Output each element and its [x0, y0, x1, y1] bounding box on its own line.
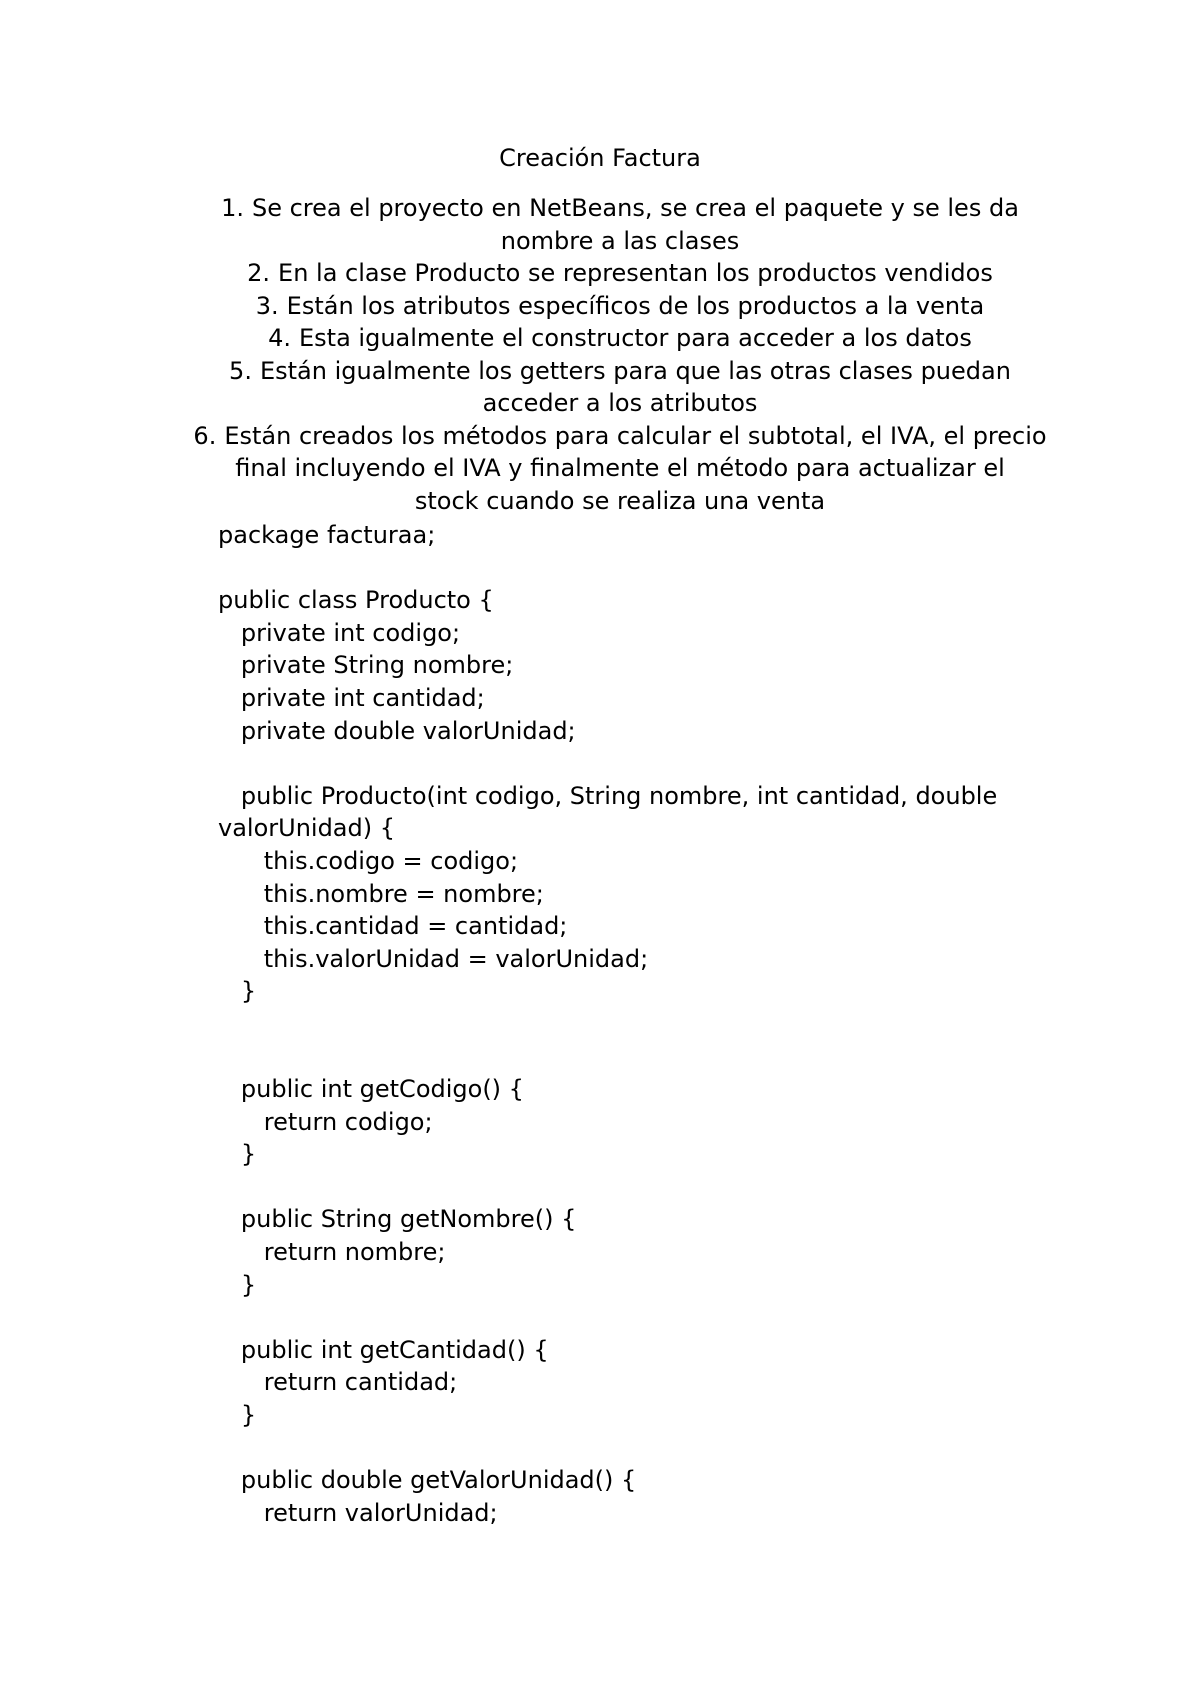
code-line: return cantidad;	[218, 1368, 458, 1397]
code-line: this.valorUnidad = valorUnidad;	[218, 944, 649, 973]
code-line	[218, 1008, 1098, 1041]
step-text: Están igualmente los getters para que las otras clases puedan	[259, 356, 1011, 385]
step-item-1	[180, 192, 1060, 257]
step-text-continued: nombre a las clases	[500, 226, 740, 255]
step-number: 5.	[229, 356, 252, 385]
document-title: Creación Factura	[499, 144, 701, 172]
code-line: public class Producto {	[218, 586, 494, 615]
step-number: 6.	[193, 421, 217, 450]
code-line: this.nombre = nombre;	[218, 879, 544, 908]
code-line: public double getValorUnidad() {	[218, 1466, 637, 1495]
step-item-4	[180, 322, 1060, 355]
step-number: 1.	[221, 194, 244, 222]
code-line: }	[218, 977, 257, 1006]
step-number: 4.	[268, 324, 292, 352]
steps-list	[180, 192, 1060, 517]
code-line: public Producto(int codigo, String nombre, int cantidad, double	[218, 781, 998, 810]
step-text: Esta igualmente el constructor para acceder a los datos	[299, 324, 972, 352]
code-line: private int codigo;	[218, 618, 461, 647]
code-line: public int getCantidad() {	[218, 1335, 549, 1364]
code-line: return valorUnidad;	[218, 1498, 498, 1527]
code-line	[218, 1432, 1098, 1465]
step-text: Se crea el proyecto en NetBeans, se crea el paquete y se les da	[251, 194, 1019, 222]
step-text-continued: stock cuando se realiza una venta	[414, 486, 826, 515]
step-item-3	[180, 290, 1060, 323]
step-text: Están los atributos específicos de los productos a la venta	[286, 291, 985, 320]
step-number: 3.	[255, 291, 279, 320]
code-line: package facturaa;	[218, 521, 436, 549]
code-line: private int cantidad;	[218, 683, 485, 712]
step-item-5	[180, 355, 1060, 420]
code-line: return codigo;	[218, 1107, 433, 1136]
code-line	[218, 552, 1098, 585]
code-line: return nombre;	[218, 1238, 446, 1267]
code-line: public int getCodigo() {	[218, 1075, 524, 1104]
step-text: En la clase Producto se representan los productos vendidos	[278, 259, 993, 287]
code-line: public String getNombre() {	[218, 1205, 577, 1234]
step-text-continued: final incluyendo el IVA y finalmente el método para actualizar el	[235, 454, 1005, 482]
code-line: private double valorUnidad;	[218, 716, 576, 745]
step-text: Están creados los métodos para calcular el subtotal, el IVA, el precio	[224, 421, 1047, 450]
code-line: valorUnidad) {	[218, 814, 396, 843]
step-item-6	[180, 420, 1060, 518]
code-line	[218, 747, 1098, 780]
code-line: }	[218, 1401, 257, 1430]
step-number: 2.	[247, 259, 271, 287]
code-line: this.codigo = codigo;	[218, 846, 519, 875]
code-line: private String nombre;	[218, 651, 514, 680]
code-block	[218, 519, 1098, 1529]
code-line	[218, 1301, 1098, 1334]
step-text-continued: acceder a los atributos	[482, 389, 758, 417]
code-line	[218, 1171, 1098, 1204]
code-line	[218, 1041, 1098, 1074]
code-line: }	[218, 1140, 257, 1169]
code-line: }	[218, 1270, 257, 1299]
code-line: this.cantidad = cantidad;	[218, 912, 568, 941]
step-item-2	[180, 257, 1060, 290]
